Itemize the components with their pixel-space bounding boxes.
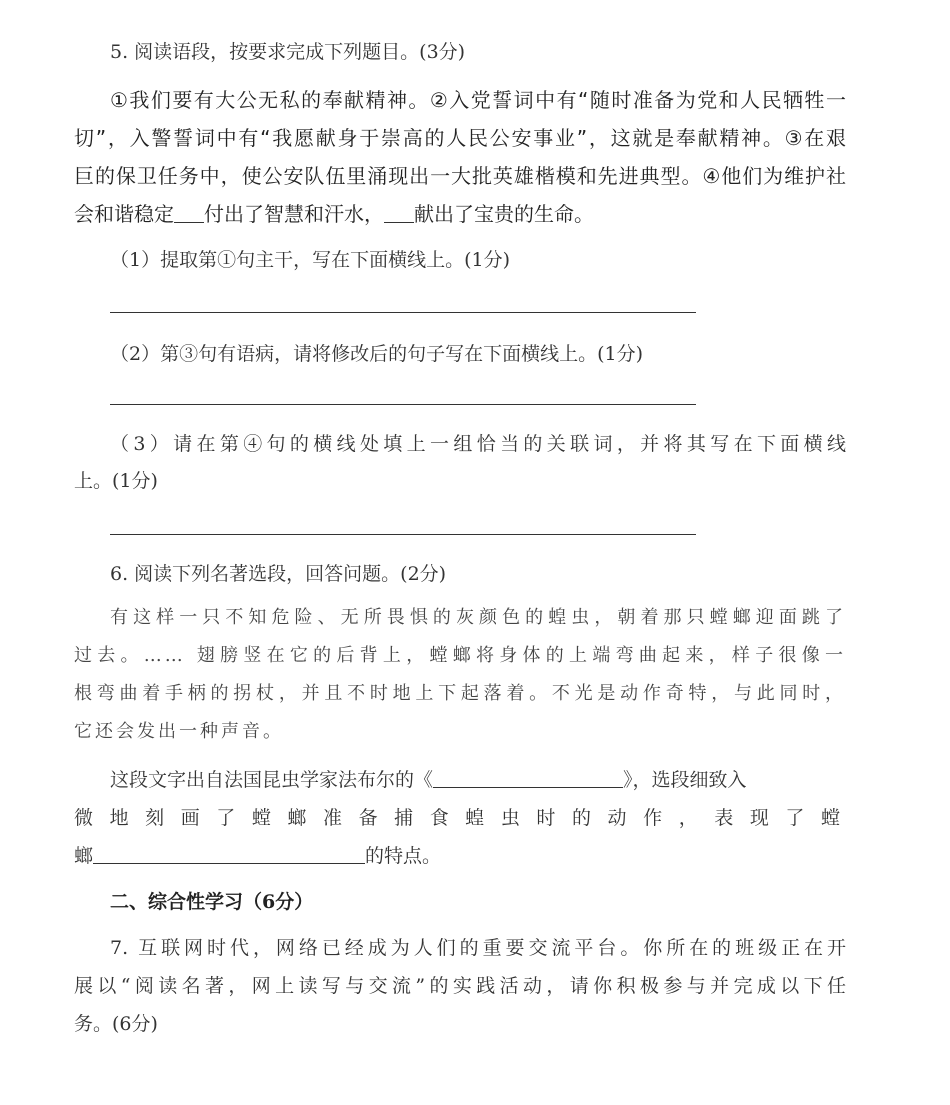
answer-line-1[interactable]	[110, 312, 696, 313]
question-text: 》，选段细致入	[623, 769, 747, 791]
q6-excerpt-line-1: 有这样一只不知危险、无所畏惧的灰颜色的蝗虫，朝着那只螳螂迎面跳了	[110, 607, 846, 628]
q6-question-line-3	[74, 842, 846, 870]
q6-question-line-1	[110, 766, 882, 794]
q6-excerpt-line-4: 它还会发出一种声音。	[74, 721, 284, 742]
q6-title: 6. 阅读下列名著选段，回答问题。(2分)	[110, 563, 447, 585]
blank-1	[174, 202, 204, 223]
answer-line-2[interactable]	[110, 404, 696, 405]
q5-passage-line-3: 巨的保卫任务中，使公安队伍里涌现出一大批英雄楷模和先进典型。④他们为维护社	[74, 164, 846, 188]
question-text: 螂	[74, 845, 94, 867]
q6-question-line-2: 微地刻画了螳螂准备捕食蝗虫时的动作，表现了螳	[74, 807, 846, 829]
section-2-title: 二、综合性学习（6分）	[110, 891, 314, 913]
trait-blank[interactable]	[93, 843, 365, 864]
q7-line-3: 务。(6分)	[74, 1013, 158, 1035]
q5-sub3-line-2: 上。(1分)	[74, 470, 158, 492]
answer-line-3[interactable]	[110, 534, 696, 535]
passage-text: 会和谐稳定	[74, 202, 174, 226]
q6-excerpt-line-3: 根弯曲着手柄的拐杖，并且不时地上下起落着。不光是动作奇特，与此同时，	[74, 683, 846, 704]
passage-text: 献出了宝贵的生命。	[414, 202, 594, 226]
q5-sub3-line-1: （3）请在第④句的横线处填上一组恰当的关联词，并将其写在下面横线	[110, 433, 846, 455]
q5-passage-line-2: 切”，入警誓词中有“我愿献身于崇高的人民公安事业”，这就是奉献精神。③在艰	[74, 126, 846, 150]
q5-sub2: （2）第③句有语病，请将修改后的句子写在下面横线上。(1分)	[110, 343, 644, 365]
q5-sub1: （1）提取第①句主干，写在下面横线上。(1分)	[110, 249, 511, 271]
question-text: 这段文字出自法国昆虫学家法布尔的《	[110, 769, 434, 791]
q5-passage-line-4	[74, 200, 846, 228]
book-title-blank[interactable]	[433, 767, 623, 788]
q7-line-2: 展以“阅读名著，网上读写与交流”的实践活动，请你积极参与并完成以下任	[74, 975, 846, 997]
question-text: 的特点。	[365, 845, 442, 867]
q7-line-1: 7. 互联网时代，网络已经成为人们的重要交流平台。你所在的班级正在开	[110, 937, 846, 959]
q6-excerpt-line-2: 过去。…… 翅膀竖在它的后背上，螳螂将身体的上端弯曲起来，样子很像一	[74, 645, 846, 666]
blank-2	[384, 202, 414, 223]
q5-title: 5. 阅读语段，按要求完成下列题目。(3分)	[110, 41, 466, 63]
passage-text: 付出了智慧和汗水，	[204, 202, 384, 226]
q5-passage-line-1: ①我们要有大公无私的奉献精神。②入党誓词中有“随时准备为党和人民牺牲一	[110, 88, 846, 112]
